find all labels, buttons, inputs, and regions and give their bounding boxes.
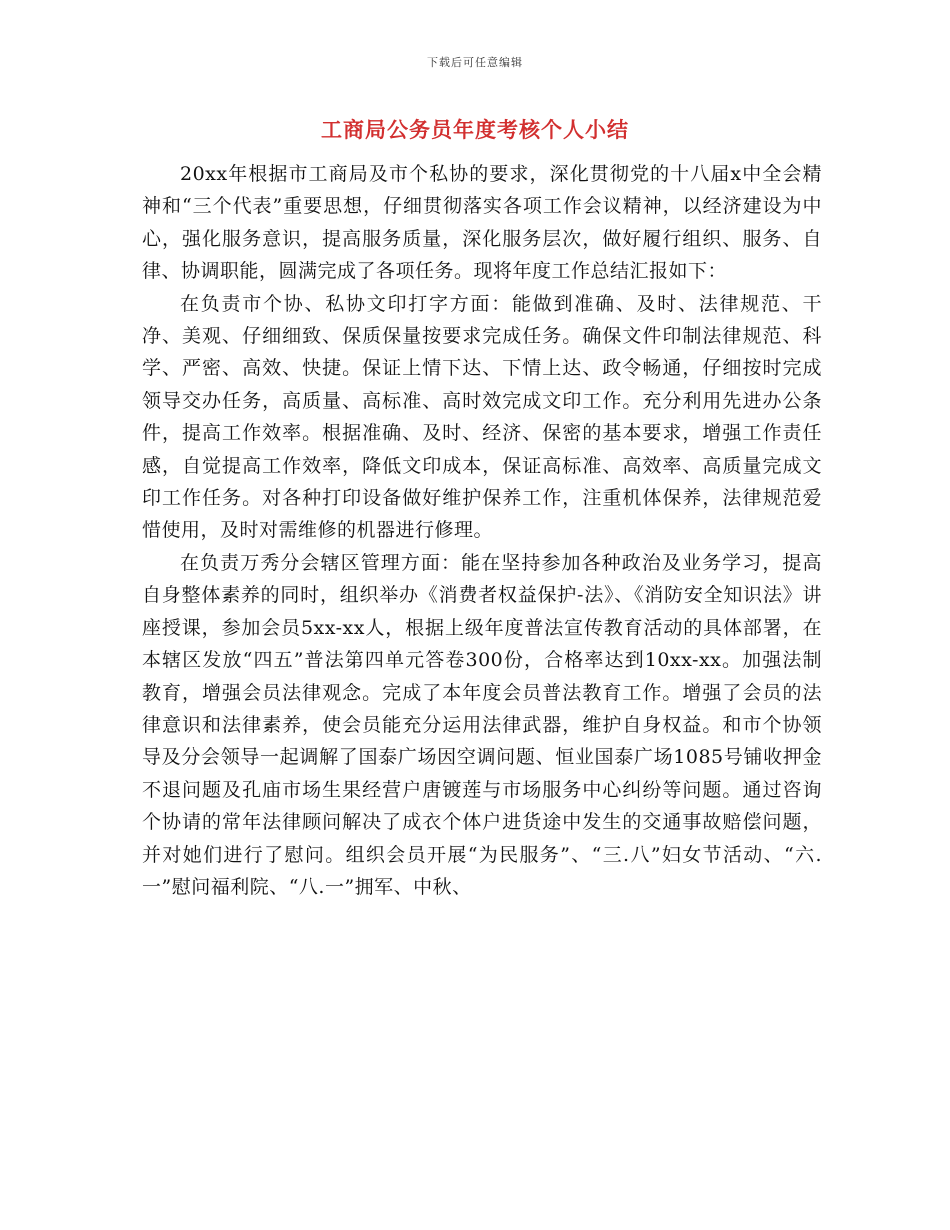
document-body	[142, 158, 822, 903]
document-title: 工商局公务员年度考核个人小结	[321, 117, 629, 142]
paragraph-printing-work: 在负责市个协、私协文印打字方面：能做到准确、及时、法律规范、干净、美观、仔细细致、保质保量按要求完成任务。确保文件印制法律规范、科学、严密、高效、快捷。保证上情下达、下情上达、政令畅通，仔细按时完成领导交办任务，高质量、高标准、高时效完成文印工作。充分利用先进办公条件，提高工作效率。根据准确、及时、经济、保密的基本要求，增强工作责任感，自觉提高工作效率，降低文印成本，保证高标准、高效率、高质量完成文印工作任务。对各种打印设备做好维护保养工作，注重机体保养，法律规范爱惜使用，及时对需维修的机器进行修理。	[142, 292, 822, 542]
paragraph-branch-management: 在负责万秀分会辖区管理方面：能在坚持参加各种政治及业务学习，提高自身整体素养的同时，组织举办《消费者权益保护-法》、《消防安全知识法》讲座授课，参加会员5xx-xx人，根据上级年度普法宣传教育活动的具体部署，在本辖区发放“四五”普法第四单元答卷300份，合格率达到10xx-xx。加强法制教育，增强会员法律观念。完成了本年度会员普法教育工作。增强了会员的法律意识和法律素养，使会员能充分运用法律武器，维护自身权益。和市个协领导及分会领导一起调解了国泰广场因空调问题、恒业国泰广场1085号铺收押金不退问题及孔庙市场生果经营户唐镀莲与市场服务中心纠纷等问题。通过咨询个协请的常年法律顾问解决了成衣个体户进货途中发生的交通事故赔偿问题，并对她们进行了慰问。组织会员开展“为民服务”、“三.八”妇女节活动、“六.一”慰问福利院、“八.一”拥军、中秋、	[142, 551, 822, 898]
header-note: 下载后可任意编辑	[427, 56, 523, 69]
paragraph-intro: 20xx年根据市工商局及市个私协的要求，深化贯彻党的十八届x中全会精神和“三个代表”重要思想，仔细贯彻落实各项工作会议精神，以经济建设为中心，强化服务意识，提高服务质量，深化服务层次，做好履行组织、服务、自律、协调职能，圆满完成了各项任务。现将年度工作总结汇报如下：	[142, 163, 822, 283]
